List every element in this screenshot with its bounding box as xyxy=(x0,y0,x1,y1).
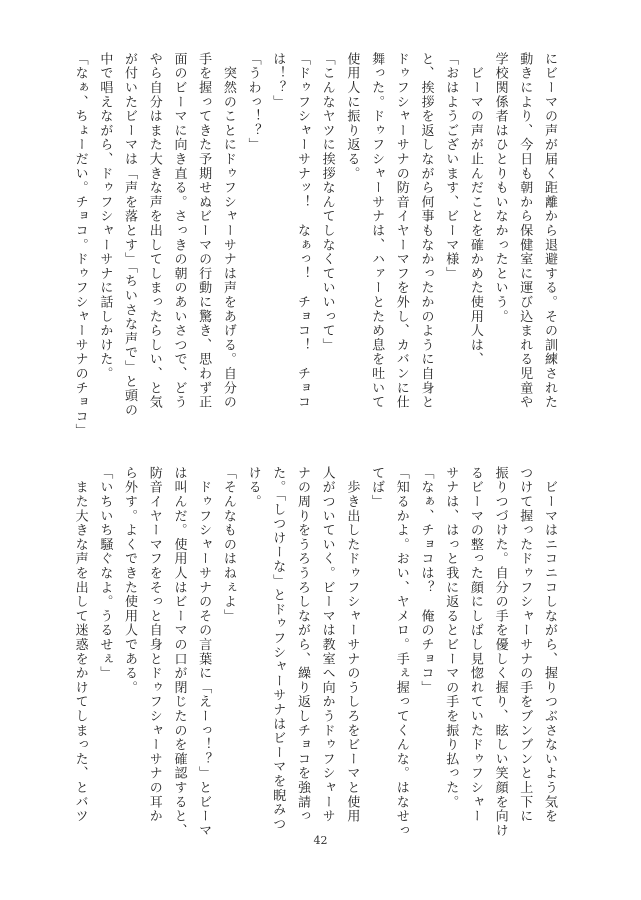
text-line: 人がついていく。ビーマは教室へ向かうドゥフシャーサ xyxy=(319,466,335,824)
text-line: 振りつづけた。自分の手を優しく握り、眩しい笑顔を向け xyxy=(492,466,508,838)
text-line: 「うわっ！？」 xyxy=(245,52,261,153)
text-line: ビーマの声が止んだことを確かめた使用人は、 xyxy=(467,52,483,367)
text-line: が付いたビーマは「声を落とす」「ちいさな声で」と頭の xyxy=(122,52,138,418)
text-line: 「知るかよ。おい、ヤメロ。手ぇ握ってくんな。はなせっ xyxy=(393,466,409,838)
upper-text-block xyxy=(67,52,561,439)
text-line: ドゥフシャーサナの防音イヤーマフを外し、カバンに仕 xyxy=(393,52,409,410)
text-line: 「ドゥフシャーサナッ！ なぁっ！ チョコ！ チョコ xyxy=(294,52,310,410)
text-line: 手を握ってきた予期せぬビーマの行動に驚き、思わず正 xyxy=(196,52,212,410)
text-line: 使用人に振り返る。 xyxy=(344,52,360,181)
text-line: 「そんなものはねぇよ」 xyxy=(220,466,236,624)
text-line: 突然のことにドゥフシャーサナは声をあげる。自分の xyxy=(220,52,236,410)
text-line: るビーマの整った顔にしばし見惚れていたドゥフシャー xyxy=(467,466,483,824)
text-line: にビーマの声が届く距離から退避する。その訓練された xyxy=(542,52,557,410)
text-line: 「いちいち騒ぐなよ。うるせぇ」 xyxy=(97,466,113,681)
text-line: つけて握ったドゥフシャーサナの手をブンブンと上下に xyxy=(517,466,533,824)
text-line: 面のビーマに向き直る。さっきの朝のあいさつで、どう xyxy=(171,52,187,410)
text-line: やら自分はまた大きな声を出してしまったらしい、と気 xyxy=(146,52,162,410)
text-line: ら外す。よくできた使用人である。 xyxy=(122,466,138,695)
lower-text-block xyxy=(67,466,561,838)
text-line: は！？」 xyxy=(270,52,286,110)
text-line: 歩き出したドゥフシャーサナのうしろをビーマと使用 xyxy=(344,466,360,824)
text-line: 舞った。ドゥフシャーサナは、ハァーとため息を吐いて xyxy=(369,52,385,410)
text-line: 中で唱えながら、ドゥフシャーサナに話しかけた。 xyxy=(97,52,113,381)
text-line: ける。 xyxy=(245,466,261,509)
text-line: 「なぁ、チョコは？ 俺のチョコ」 xyxy=(418,466,434,695)
text-line: 学校関係者はひとりもいなかったという。 xyxy=(492,52,508,324)
text-line: サナは、はっと我に返るとビーマの手を振り払った。 xyxy=(443,466,459,810)
text-line: ビーマはニコニコしながら、握りつぶさないよう気を xyxy=(542,466,557,824)
text-line: は叫んだ。使用人はビーマの口が閉じたのを確認すると、 xyxy=(171,466,187,838)
text-line: 「なぁ、ちょーだい。チョコ。ドゥフシャーサナのチョコ」 xyxy=(72,52,88,439)
text-line: ドゥフシャーサナのその言葉に「えーっ！？」とビーマ xyxy=(196,466,212,838)
text-line: 防音イヤーマフをそっと自身とドゥフシャーサナの耳か xyxy=(146,466,162,824)
text-line: また大きな声を出して迷惑をかけてしまった、とバツ xyxy=(72,466,88,824)
text-line: 「おはようございます、ビーマ様」 xyxy=(443,52,459,281)
page-number: 42 xyxy=(313,834,328,847)
text-line: た。「しつけーな」とドゥフシャーサナはビーマを睨みつ xyxy=(270,466,286,832)
text-line: てば」 xyxy=(369,466,385,509)
text-line: 「こんなヤツに挨拶なんてしなくていいって」 xyxy=(319,52,335,353)
text-line: ナの周りをうろうろしながら、繰り返しチョコを強請っ xyxy=(294,466,310,824)
text-line: と、挨拶を返しながら何事もなかったかのように自身と xyxy=(418,52,434,410)
text-line: 動きにより、今日も朝から保健室に運び込まれる児童や xyxy=(517,52,533,410)
